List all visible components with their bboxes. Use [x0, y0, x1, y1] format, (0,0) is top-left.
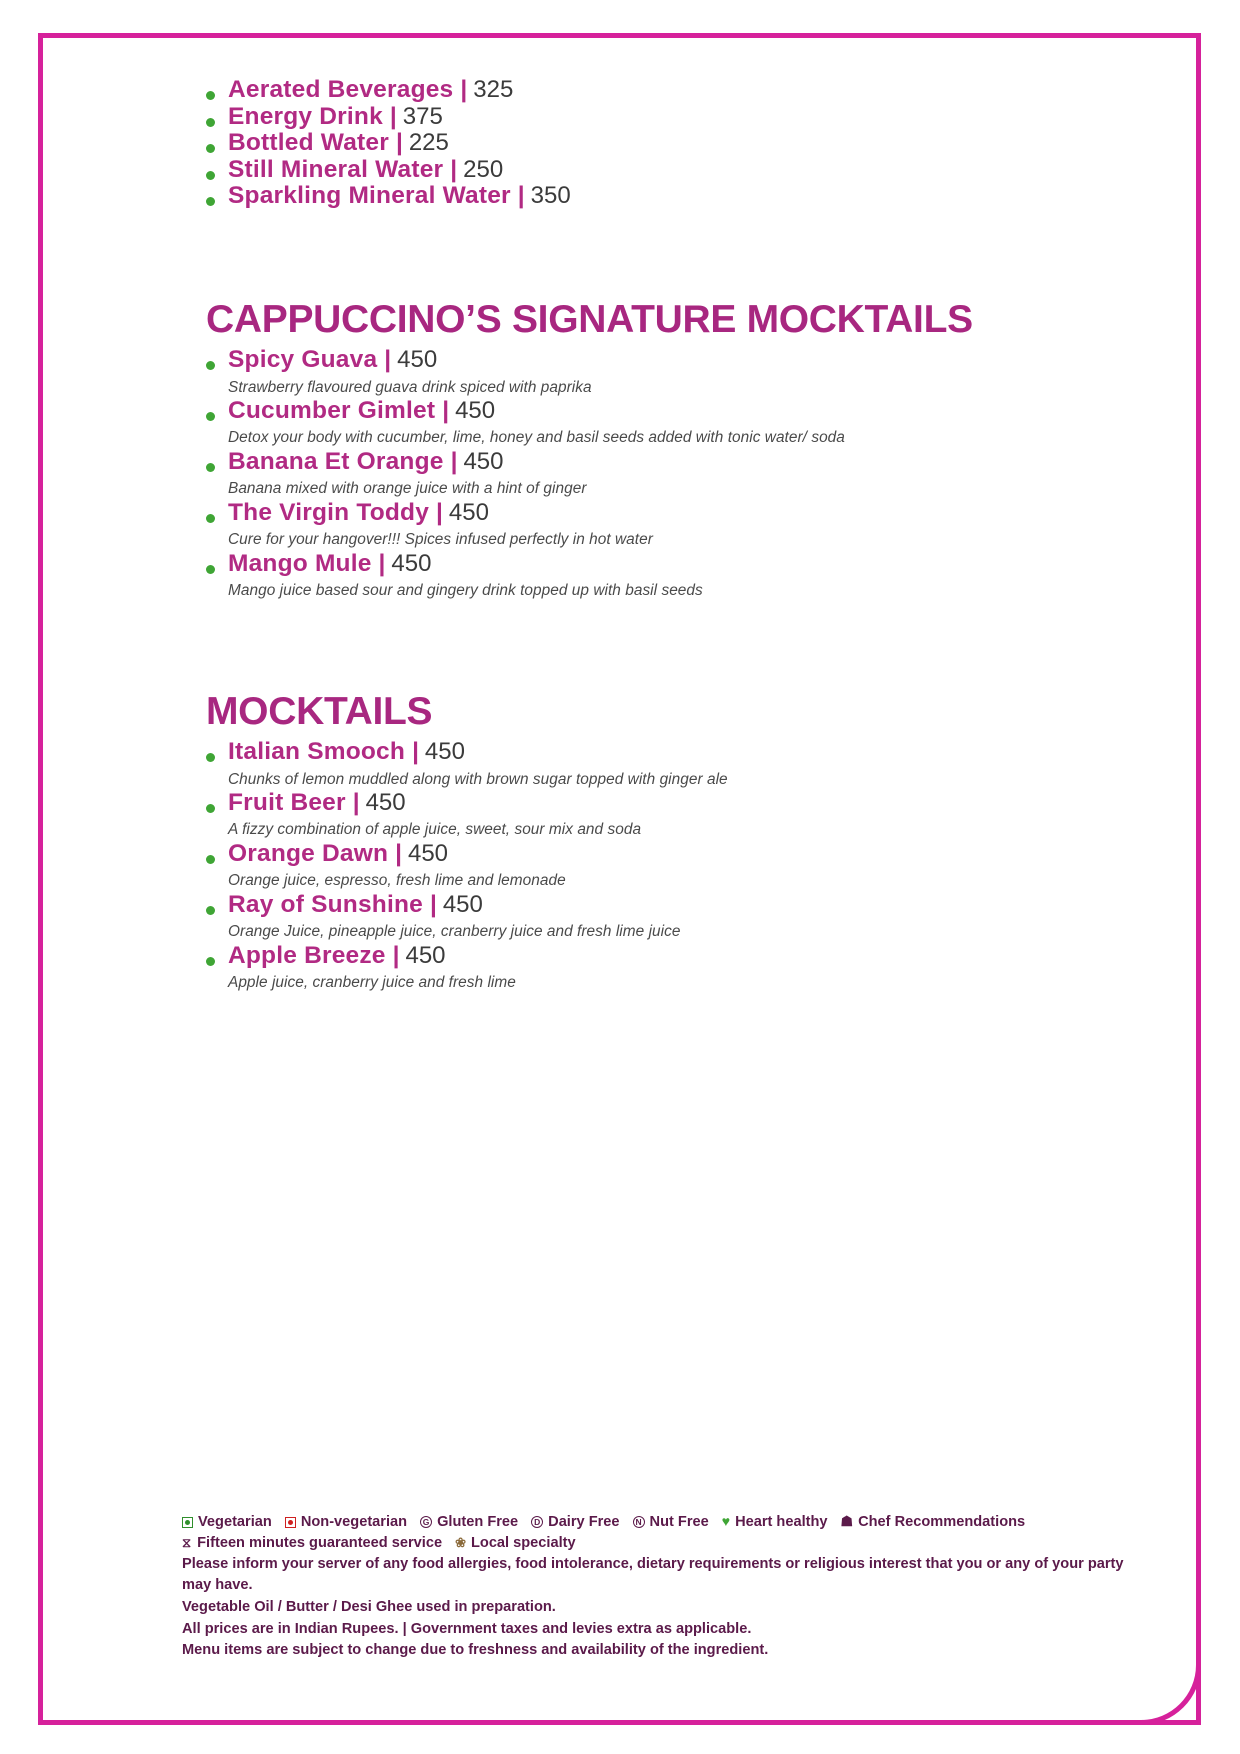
menu-item-description: Detox your body with cucumber, lime, honey and basil seeds added with tonic water/ soda: [228, 429, 845, 447]
bullet-dot-icon: [206, 906, 215, 915]
menu-item-line: [228, 498, 1086, 526]
bullet-dot-icon: [206, 412, 215, 421]
menu-item-name: Italian Smooch: [228, 738, 406, 765]
footer-note-oils: Vegetable Oil / Butter / Desi Ghee used in preparation.: [182, 1598, 556, 1615]
menu-item-price: 375: [402, 102, 443, 130]
legend-label: Local specialty: [470, 1534, 576, 1551]
menu-item[interactable]: [186, 184, 1086, 209]
legend-non-vegetarian: [285, 1512, 407, 1533]
menu-item-price: 450: [424, 738, 465, 765]
mocktails-section: [186, 690, 1086, 995]
menu-item-separator: |: [395, 839, 402, 867]
menu-item-separator: |: [429, 890, 437, 918]
bullet-dot-icon: [206, 197, 215, 206]
menu-item-line: [228, 549, 1086, 577]
legend-label: Non-vegetarian: [300, 1514, 408, 1530]
menu-item-line: [228, 788, 1086, 816]
menu-item-description: Banana mixed with orange juice with a hint of ginger: [228, 480, 587, 498]
nut-free-icon: N: [633, 1516, 645, 1528]
footer-note-prices: All prices are in Indian Rupees. | Government taxes and levies extra as applicable.: [182, 1620, 752, 1637]
menu-item-line: [228, 890, 1086, 918]
menu-item-line: [228, 396, 1086, 424]
mocktails-list: [186, 740, 1086, 993]
legend-nut-free: [633, 1512, 709, 1533]
bullet-dot-icon: [206, 957, 215, 966]
menu-item[interactable]: [186, 890, 1086, 942]
menu-item-description: Cure for your hangover!!! Spices infused perfectly in hot water: [228, 531, 653, 549]
menu-item-name: Aerated Beverages: [228, 76, 454, 103]
menu-item[interactable]: [186, 740, 1086, 789]
menu-item-separator: |: [460, 76, 468, 103]
vegetarian-icon: [182, 1517, 193, 1528]
legend-fifteen-minutes-service: [182, 1533, 442, 1554]
legend-label: Gluten Free: [437, 1514, 519, 1530]
menu-item-description: Chunks of lemon muddled along with brown sugar topped with ginger ale: [228, 770, 728, 788]
menu-item[interactable]: [186, 131, 1086, 156]
menu-item-name: Cucumber Gimlet: [228, 396, 436, 424]
non-vegetarian-icon: [285, 1517, 296, 1528]
menu-item-separator: |: [352, 788, 360, 816]
legend-label: Fifteen minutes guaranteed service: [197, 1534, 443, 1551]
menu-item-name: Sparkling Mineral Water: [228, 182, 511, 209]
legend-dairy-free: [531, 1512, 619, 1533]
menu-item-description: Orange juice, espresso, fresh lime and lemonade: [228, 872, 566, 890]
bullet-dot-icon: [206, 855, 215, 864]
menu-item-description: Mango juice based sour and gingery drink topped up with basil seeds: [228, 582, 703, 600]
menu-item-description: Strawberry flavoured guava drink spiced with paprika: [228, 378, 592, 396]
legend-chef-recommendations: [841, 1512, 1026, 1533]
menu-item-separator: |: [412, 738, 419, 765]
bullet-dot-icon: [206, 753, 215, 762]
legend-label: Chef Recommendations: [858, 1514, 1026, 1530]
menu-item-description: A fizzy combination of apple juice, sweet, sour mix and soda: [228, 821, 642, 839]
menu-item-separator: |: [389, 102, 397, 130]
bullet-dot-icon: [206, 91, 215, 100]
menu-item-separator: |: [450, 155, 458, 183]
bullet-dot-icon: [206, 565, 215, 574]
legend-heart-healthy: [722, 1512, 828, 1533]
bullet-dot-icon: [206, 804, 215, 813]
menu-item-name: Banana Et Orange: [228, 447, 444, 475]
menu-item-price: 225: [408, 129, 449, 156]
bullet-dot-icon: [206, 171, 215, 180]
section-heading-mocktails: MOCKTAILS: [206, 690, 433, 733]
menu-item-name: Energy Drink: [228, 102, 383, 130]
menu-item[interactable]: [186, 549, 1086, 601]
menu-item-name: Fruit Beer: [228, 788, 346, 816]
heart-healthy-icon: ♥: [721, 1513, 731, 1530]
legend-local-specialty: [455, 1533, 576, 1554]
menu-item[interactable]: [186, 788, 1086, 840]
bullet-dot-icon: [206, 361, 215, 370]
menu-item-price: 450: [442, 890, 483, 918]
menu-item-name: Apple Breeze: [228, 941, 386, 969]
local-specialty-icon: ❀: [455, 1534, 466, 1550]
menu-item-line: [228, 447, 1086, 475]
menu-item-price: 450: [448, 498, 489, 526]
section-heading-signature-mocktails: CAPPUCCINO’S SIGNATURE MOCKTAILS: [206, 298, 973, 341]
menu-item-price: 450: [365, 788, 406, 816]
menu-item-name: Mango Mule: [228, 549, 372, 577]
bullet-dot-icon: [206, 514, 215, 523]
menu-item[interactable]: [186, 447, 1086, 499]
signature-mocktails-list: [186, 348, 1086, 601]
hourglass-icon: ⧖: [182, 1534, 192, 1550]
menu-item-line: [228, 348, 1086, 373]
menu-item-name: Spicy Guava: [228, 346, 378, 373]
menu-item-separator: |: [517, 182, 525, 209]
menu-item-line: [228, 102, 1086, 130]
menu-item-name: Orange Dawn: [228, 839, 389, 867]
legend-label: Nut Free: [649, 1514, 709, 1530]
legend-gluten-free: [420, 1512, 518, 1533]
footer-note-allergies: Please inform your server of any food allergies, food intolerance, dietary requirements or religious interest that you or any of your party may have.: [182, 1556, 1124, 1594]
menu-item-price: 450: [455, 396, 496, 424]
menu-item-line: [228, 155, 1086, 183]
menu-item-separator: |: [384, 346, 392, 373]
menu-item-separator: |: [378, 549, 386, 577]
menu-item-price: 350: [530, 182, 571, 209]
beverages-list: [186, 78, 1086, 209]
menu-item[interactable]: [186, 348, 1086, 397]
menu-item-separator: |: [392, 941, 400, 969]
menu-item[interactable]: [186, 498, 1086, 550]
dairy-free-icon: D: [531, 1516, 543, 1528]
menu-item-description: Orange Juice, pineapple juice, cranberry juice and fresh lime juice: [228, 923, 681, 941]
menu-item-price: 450: [405, 941, 446, 969]
menu-item-name: Bottled Water: [228, 129, 389, 156]
menu-item[interactable]: [186, 102, 1086, 130]
menu-item-name: The Virgin Toddy: [228, 498, 430, 526]
menu-item-price: 450: [391, 549, 432, 577]
legend-vegetarian: [182, 1512, 272, 1533]
menu-item-line: [228, 131, 1086, 156]
menu-item-description: Apple juice, cranberry juice and fresh lime: [228, 974, 516, 992]
bullet-dot-icon: [206, 144, 215, 153]
menu-item-separator: |: [436, 498, 443, 526]
menu-item-price: 450: [463, 447, 504, 475]
menu-item-separator: |: [395, 129, 403, 156]
menu-item-price: 450: [397, 346, 438, 373]
legend-label: Dairy Free: [548, 1514, 620, 1530]
menu-item-separator: |: [442, 396, 450, 424]
menu-item[interactable]: [186, 839, 1086, 891]
menu-item-line: [228, 740, 1086, 765]
menu-item-price: 250: [463, 155, 504, 183]
menu-item-separator: |: [450, 447, 458, 475]
legend-label: Vegetarian: [198, 1514, 272, 1530]
legend-row-primary: [182, 1512, 1142, 1533]
signature-mocktails-section: [186, 298, 1086, 603]
menu-item-line: [228, 184, 1086, 209]
menu-item[interactable]: [186, 78, 1086, 103]
menu-item-price: 450: [407, 839, 449, 867]
menu-item-line: [228, 941, 1086, 969]
footer-legend-and-notes: [182, 1512, 1142, 1661]
chef-recommendation-icon: ☗: [840, 1513, 854, 1530]
menu-item[interactable]: [186, 941, 1086, 993]
legend-row-secondary: [182, 1533, 1142, 1554]
menu-item-line: [228, 78, 1086, 103]
bullet-dot-icon: [206, 463, 215, 472]
bullet-dot-icon: [206, 118, 215, 127]
menu-item[interactable]: [186, 155, 1086, 183]
menu-item-name: Still Mineral Water: [228, 155, 444, 183]
beverages-section: [186, 78, 1086, 211]
footer-note-availability: Menu items are subject to change due to freshness and availability of the ingredient.: [182, 1642, 769, 1659]
legend-label: Heart healthy: [735, 1514, 828, 1530]
menu-item-line: [228, 839, 1086, 867]
gluten-free-icon: G: [420, 1516, 432, 1528]
menu-item[interactable]: [186, 396, 1086, 448]
menu-item-name: Ray of Sunshine: [228, 890, 423, 918]
menu-item-price: 325: [473, 76, 514, 103]
